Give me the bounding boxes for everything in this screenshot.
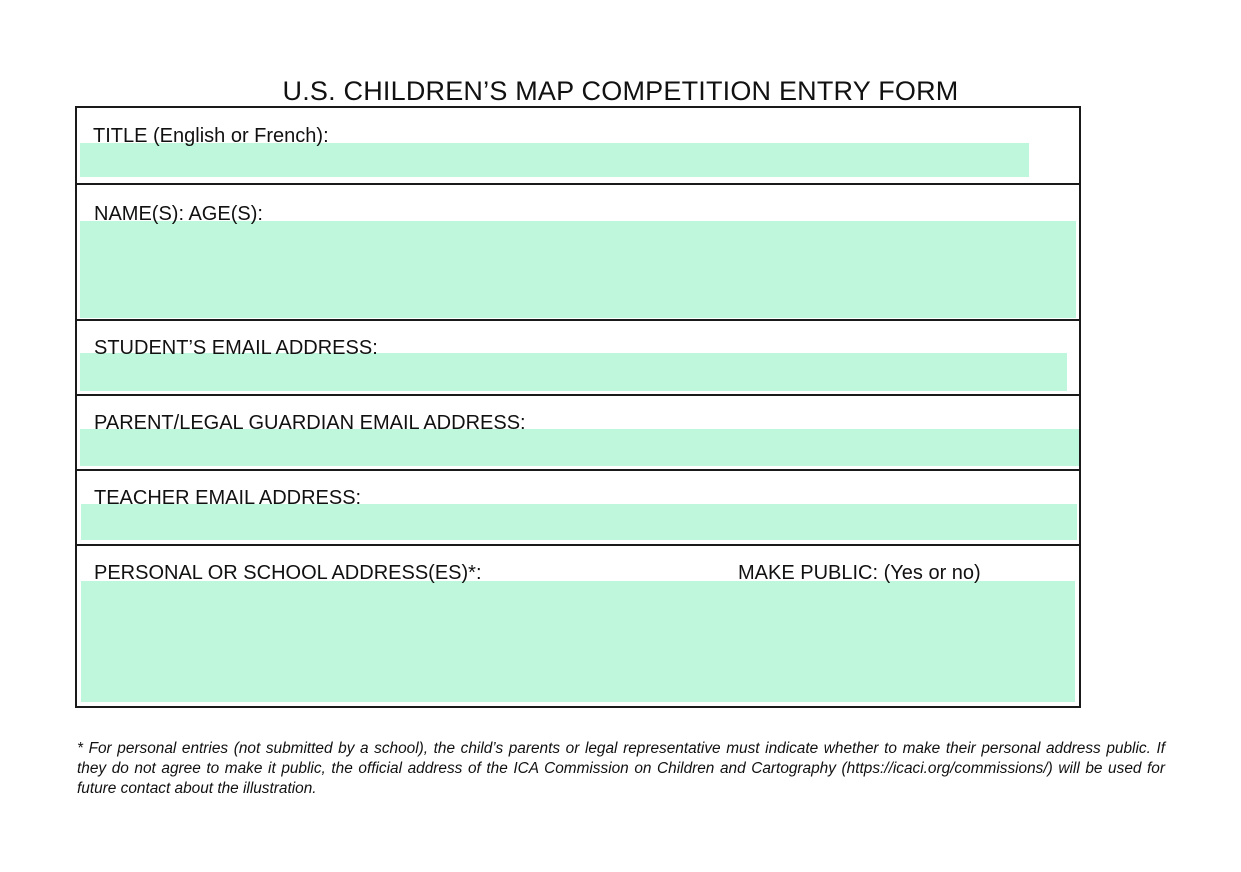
form-title: U.S. CHILDREN’S MAP COMPETITION ENTRY FORM (282, 76, 959, 106)
entry-form-table (75, 106, 1081, 708)
title-row (77, 108, 1079, 184)
names-ages-label: NAME(S): AGE(S): (94, 203, 263, 225)
make-public-label: MAKE PUBLIC: (Yes or no) (738, 562, 981, 584)
names-row (77, 183, 1079, 320)
parent-email-row (77, 394, 1079, 470)
parent-email-label: PARENT/LEGAL GUARDIAN EMAIL ADDRESS: (94, 412, 526, 434)
student-email-label: STUDENT’S EMAIL ADDRESS: (94, 337, 378, 359)
address-label: PERSONAL OR SCHOOL ADDRESS(ES)*: (94, 562, 482, 584)
names-ages-field[interactable] (80, 221, 1076, 318)
teacher-email-row (77, 469, 1079, 545)
title-field[interactable] (80, 143, 1029, 177)
title-label: TITLE (English or French): (93, 125, 329, 147)
address-row (77, 544, 1079, 706)
address-field[interactable] (81, 581, 1075, 702)
student-email-row (77, 319, 1079, 395)
address-footnote: * For personal entries (not submitted by a school), the child’s parents or legal representative must indicate whether to make their personal address public. If they do not agree to make it public, the official address of the ICA Commission on Children and Cartography (https://icaci.org/commissions/) will be used for future contact about the illustration. (77, 740, 1165, 797)
teacher-email-label: TEACHER EMAIL ADDRESS: (94, 487, 362, 509)
